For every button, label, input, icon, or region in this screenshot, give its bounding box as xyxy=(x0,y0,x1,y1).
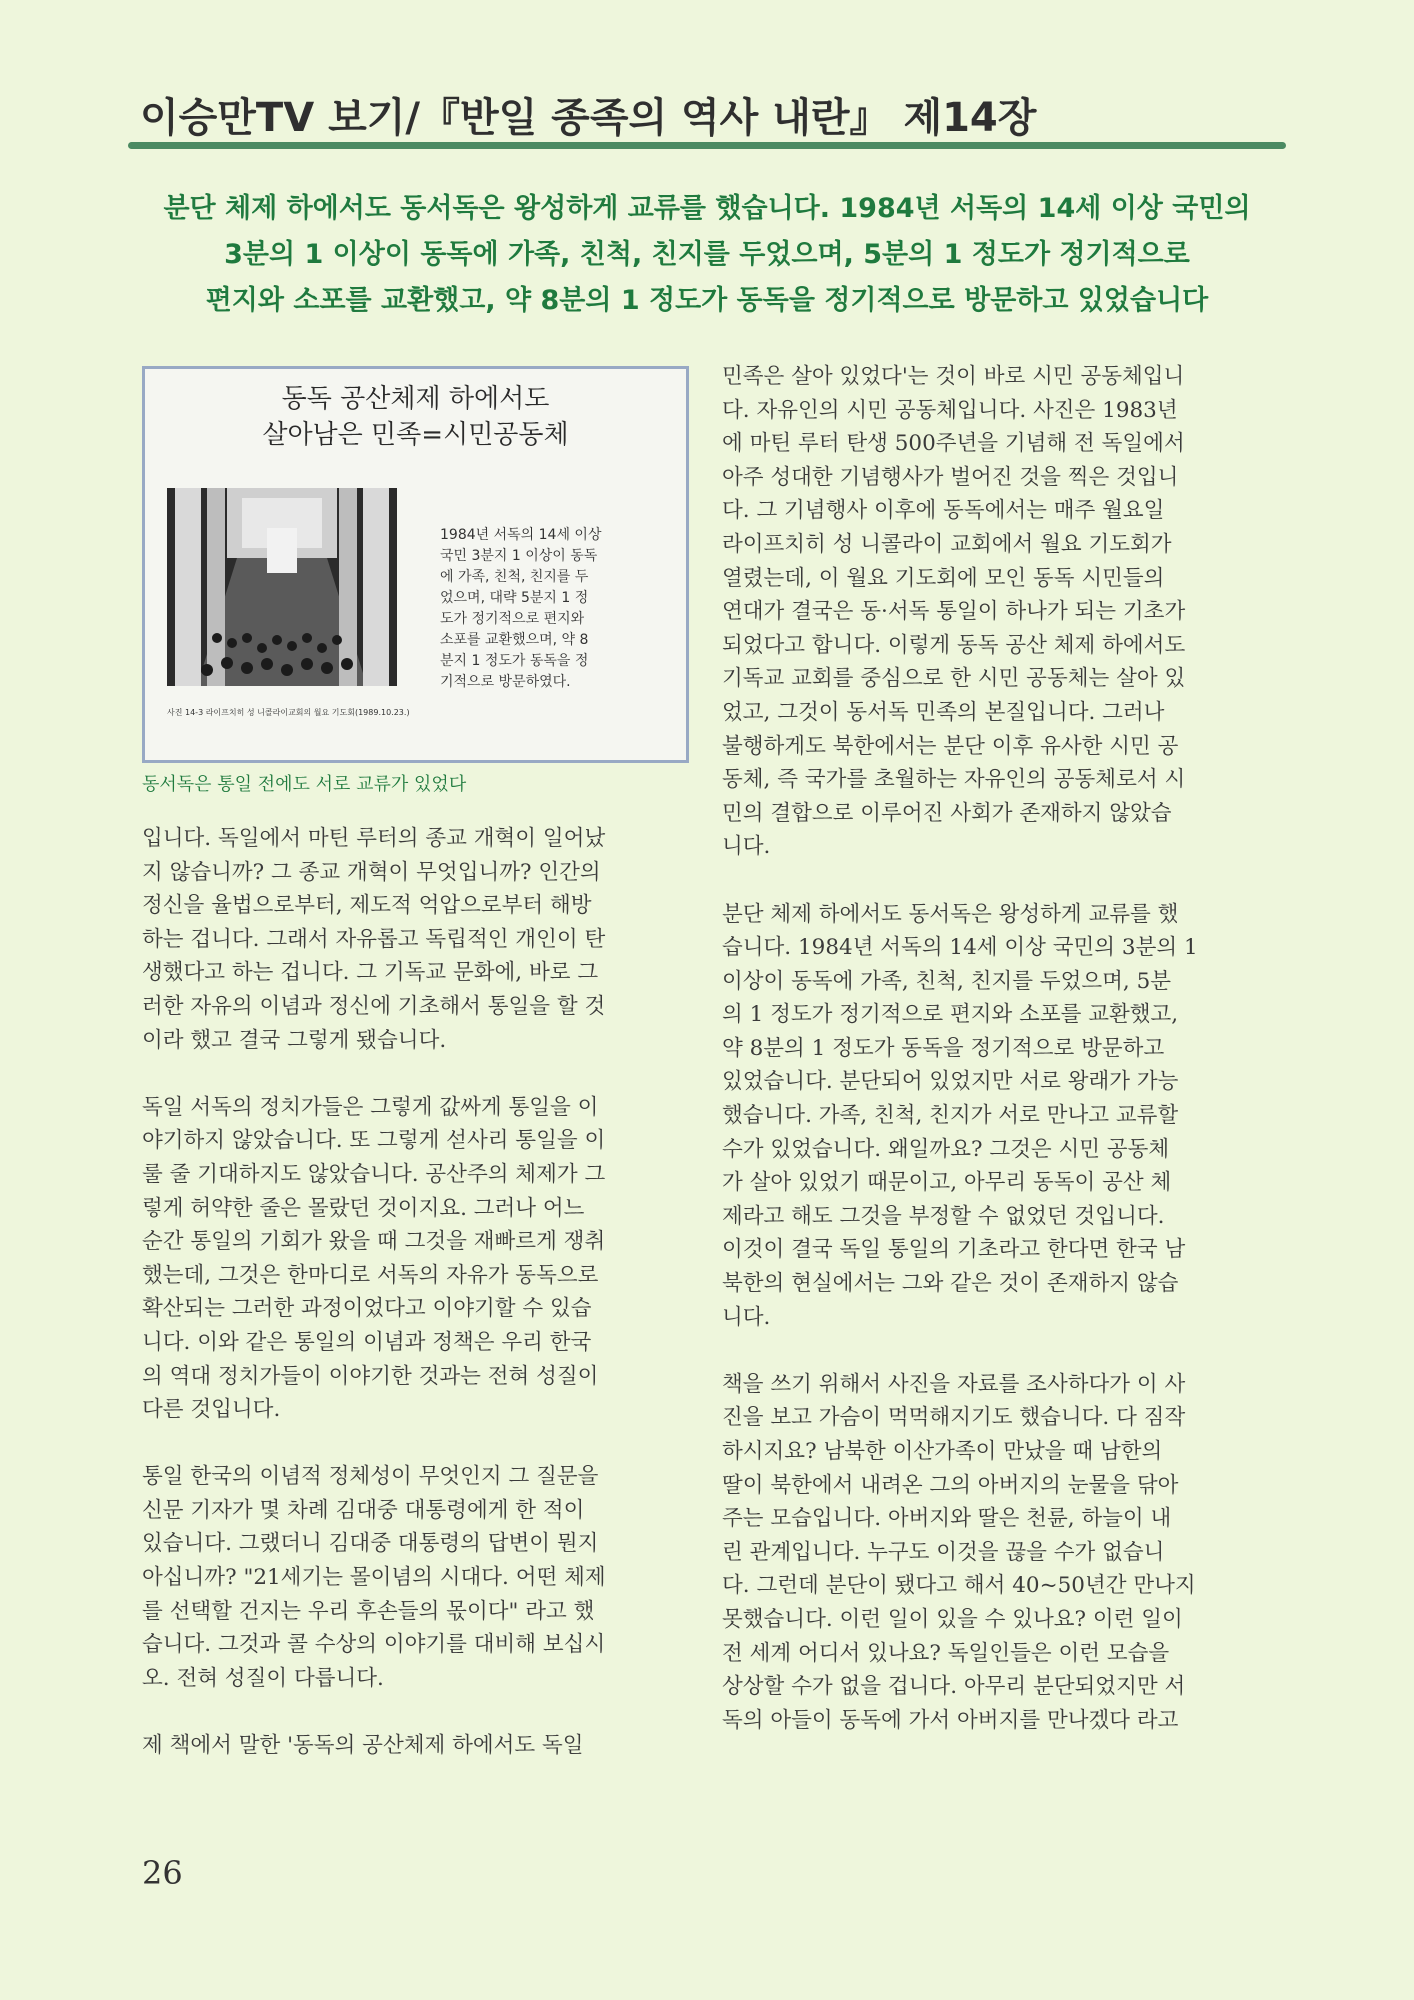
body-text-line: 아주 성대한 기념행사가 벌어진 것을 찍은 것입니 xyxy=(722,464,1179,490)
page-number: 26 xyxy=(142,1854,183,1892)
figure-text-line: 1984년 서독의 14세 이상 xyxy=(440,527,602,543)
paragraph-gap xyxy=(142,1427,694,1461)
body-text-line: 의 역대 정치가들이 이야기한 것과는 전혀 성질이 xyxy=(142,1363,599,1389)
body-text-line: 다. 그 기념행사 이후에 동독에서는 매주 월요일 xyxy=(722,498,1165,524)
body-text-line: 다. 자유인의 시민 공동체입니다. 사진은 1983년 xyxy=(722,397,1178,423)
paragraph-gap xyxy=(722,864,1274,898)
body-text-line: 상상할 수가 없을 겁니다. 아무리 분단되었지만 서 xyxy=(722,1674,1186,1700)
right-column xyxy=(722,360,1274,1737)
figure-text-line: 국민 3분지 1 이상이 동독 xyxy=(440,548,598,564)
body-text-line: 정신을 율법으로부터, 제도적 억압으로부터 해방 xyxy=(142,893,592,919)
body-text-line: 연대가 결국은 동·서독 통일이 하나가 되는 기초가 xyxy=(722,599,1186,625)
body-text-line: 제 책에서 말한 '동독의 공산체제 하에서도 독일 xyxy=(142,1733,584,1759)
body-text-line: 독의 아들이 동독에 가서 아버지를 만나겠다 라고 xyxy=(722,1707,1179,1733)
body-text-line: 민의 결합으로 이루어진 사회가 존재하지 않았습 xyxy=(722,800,1172,826)
body-text-line: 입니다. 독일에서 마틴 루터의 종교 개혁이 일어났 xyxy=(142,826,606,851)
body-text-line: 이라 했고 결국 그렇게 됐습니다. xyxy=(142,1027,447,1053)
body-text-line: 린 관계입니다. 누구도 이것을 끊을 수가 없습니 xyxy=(722,1539,1165,1565)
body-text-line: 제라고 해도 그것을 부정할 수 없었던 것입니다. xyxy=(722,1203,1165,1229)
lead-line: 3분의 1 이상이 동독에 가족, 친척, 친지를 두었으며, 5분의 1 정도가 정기적으로 xyxy=(224,239,1190,270)
chapter-title: 이승만TV 보기/『반일 종족의 역사 내란』 제14장 xyxy=(140,95,1037,141)
body-text-line: 기독교 교회를 중심으로 한 시민 공동체는 살아 있 xyxy=(722,666,1186,692)
body-text-line: 었고, 그것이 동서독 민족의 본질입니다. 그러나 xyxy=(722,699,1165,725)
body-text-line: 니다. xyxy=(722,834,771,860)
figure-title-line: 살아남은 민족=시민공동체 xyxy=(262,420,569,450)
body-text-line: 있습니다. 그랬더니 김대중 대통령의 답변이 뭔지 xyxy=(142,1531,599,1557)
body-text-line: 하시지요? 남북한 이산가족이 만났을 때 남한의 xyxy=(722,1439,1163,1464)
body-text-line: 수가 있었습니다. 왜일까요? 그것은 시민 공동체 xyxy=(722,1136,1170,1162)
figure-text-line: 기적으로 방문하였다. xyxy=(440,674,571,690)
body-text-line: 신문 기자가 몇 차례 김대중 대통령에게 한 적이 xyxy=(142,1497,585,1523)
figure-title xyxy=(145,381,686,453)
lead-line: 편지와 소포를 교환했고, 약 8분의 1 정도가 동독을 정기적으로 방문하고 있었습니다 xyxy=(205,285,1209,316)
left-column xyxy=(142,822,694,1763)
body-text-line: 북한의 현실에서는 그와 같은 것이 존재하지 않습 xyxy=(722,1271,1179,1297)
lead-line: 분단 체제 하에서도 동서독은 왕성하게 교류를 했습니다. 1984년 서독의 14세 이상 국민의 xyxy=(163,193,1251,224)
figure-text xyxy=(440,525,665,693)
figure-box xyxy=(142,366,689,763)
body-text-line: 아십니까? "21세기는 몰이념의 시대다. 어떤 체제 xyxy=(142,1565,606,1591)
church-photo xyxy=(167,488,397,686)
body-text-line: 약 8분의 1 정도가 동독을 정기적으로 방문하고 xyxy=(722,1035,1165,1061)
body-text-line: 러한 자유의 이념과 정신에 기초해서 통일을 할 것 xyxy=(142,993,606,1019)
body-text-line: 렇게 허약한 줄은 몰랐던 것이지요. 그러나 어느 xyxy=(142,1195,585,1221)
body-text-line: 딸이 북한에서 내려온 그의 아버지의 눈물을 닦아 xyxy=(722,1472,1179,1498)
body-text-line: 진을 보고 가슴이 먹먹해지기도 했습니다. 다 짐작 xyxy=(722,1405,1186,1431)
body-text-line: 분단 체제 하에서도 동서독은 왕성하게 교류를 했 xyxy=(722,901,1179,927)
figure-text-line: 었으며, 대략 5분지 1 정 xyxy=(440,590,589,606)
body-text-line: 니다. xyxy=(722,1304,771,1330)
body-text-line: 습니다. 그것과 콜 수상의 이야기를 대비해 보십시 xyxy=(142,1632,606,1658)
body-text-line: 되었다고 합니다. 이렇게 동독 공산 체제 하에서도 xyxy=(722,632,1186,658)
body-text-line: 있었습니다. 분단되어 있었지만 서로 왕래가 가능 xyxy=(722,1069,1179,1095)
body-text-line: 룰 줄 기대하지도 않았습니다. 공산주의 체제가 그 xyxy=(142,1161,606,1187)
body-text-line: 지 않습니까? 그 종교 개혁이 무엇입니까? 인간의 xyxy=(142,859,601,885)
body-text-line: 다른 것입니다. xyxy=(142,1397,281,1423)
body-text-line: 확산되는 그러한 과정이었다고 이야기할 수 있습 xyxy=(142,1296,592,1322)
body-text-line: 순간 통일의 기회가 왔을 때 그것을 재빠르게 쟁취 xyxy=(142,1229,606,1255)
figure-caption: 동서독은 통일 전에도 서로 교류가 있었다 xyxy=(142,774,467,795)
body-text-line: 이상이 동독에 가족, 친척, 친지를 두었으며, 5분 xyxy=(722,968,1172,994)
body-text-line: 했는데, 그것은 한마디로 서독의 자유가 동독으로 xyxy=(142,1262,599,1288)
figure-text-line: 도가 정기적으로 편지와 xyxy=(440,611,585,627)
photo-caption: 사진 14-3 라이프치히 성 니콜라이교회의 월요 기도회(1989.10.23.) xyxy=(167,708,410,717)
figure-text-line: 소포를 교환했으며, 약 8 xyxy=(440,632,589,648)
figure-text-line: 분지 1 정도가 동독을 정 xyxy=(440,653,589,669)
body-text-line: 독일 서독의 정치가들은 그렇게 값싸게 통일을 이 xyxy=(142,1094,599,1120)
body-text-line: 생했다고 하는 겁니다. 그 기독교 문화에, 바로 그 xyxy=(142,960,599,986)
body-text-line: 습니다. 1984년 서독의 14세 이상 국민의 3분의 1 xyxy=(722,935,1198,961)
body-text-line: 민족은 살아 있었다'는 것이 바로 시민 공동체입니 xyxy=(722,364,1185,389)
body-text-line: 책을 쓰기 위해서 사진을 자료를 조사하다가 이 사 xyxy=(722,1371,1186,1397)
figure-title-line: 동독 공산체제 하에서도 xyxy=(281,384,550,414)
body-text-line: 열렸는데, 이 월요 기도회에 모인 동독 시민들의 xyxy=(722,565,1165,591)
body-text-line: 전 세계 어디서 있나요? 독일인들은 이런 모습을 xyxy=(722,1640,1170,1666)
body-text-line: 이것이 결국 독일 통일의 기초라고 한다면 한국 남 xyxy=(722,1237,1186,1263)
body-text-line: 동체, 즉 국가를 초월하는 자유인의 공동체로서 시 xyxy=(722,767,1186,793)
body-text-line: 불행하게도 북한에서는 분단 이후 유사한 시민 공 xyxy=(722,733,1179,759)
body-text-line: 통일 한국의 이념적 정체성이 무엇인지 그 질문을 xyxy=(142,1464,599,1490)
body-text-line: 오. 전혀 성질이 다릅니다. xyxy=(142,1665,384,1691)
body-text-line: 못했습니다. 이런 일이 있을 수 있나요? 이런 일이 xyxy=(722,1606,1183,1632)
body-text-line: 를 선택할 건지는 우리 후손들의 몫이다" 라고 했 xyxy=(142,1598,595,1624)
church-interior-image xyxy=(167,488,397,686)
paragraph-gap xyxy=(142,1695,694,1729)
paragraph-gap xyxy=(142,1057,694,1091)
body-text-line: 가 살아 있었기 때문이고, 아무리 동독이 공산 체 xyxy=(722,1170,1172,1196)
body-text-line: 의 1 정도가 정기적으로 편지와 소포를 교환했고, xyxy=(722,1002,1179,1028)
body-text-line: 라이프치히 성 니콜라이 교회에서 월요 기도회가 xyxy=(722,531,1172,557)
body-text-line: 에 마틴 루터 탄생 500주년을 기념해 전 독일에서 xyxy=(722,431,1185,457)
body-text-line: 야기하지 않았습니다. 또 그렇게 섣사리 통일을 이 xyxy=(142,1128,606,1154)
body-text-line: 하는 겁니다. 그래서 자유롭고 독립적인 개인이 탄 xyxy=(142,926,606,952)
figure-text-line: 에 가족, 친척, 친지를 두 xyxy=(440,569,589,585)
body-text-line: 니다. 이와 같은 통일의 이념과 정책은 우리 한국 xyxy=(142,1329,592,1355)
lead-paragraph xyxy=(128,186,1286,324)
body-text-line: 주는 모습입니다. 아버지와 딸은 천륜, 하늘이 내 xyxy=(722,1506,1172,1532)
body-text-line: 했습니다. 가족, 친척, 친지가 서로 만나고 교류할 xyxy=(722,1103,1179,1129)
header-divider xyxy=(128,142,1286,149)
paragraph-gap xyxy=(722,1334,1274,1368)
body-text-line: 다. 그런데 분단이 됐다고 해서 40~50년간 만나지 xyxy=(722,1573,1196,1599)
